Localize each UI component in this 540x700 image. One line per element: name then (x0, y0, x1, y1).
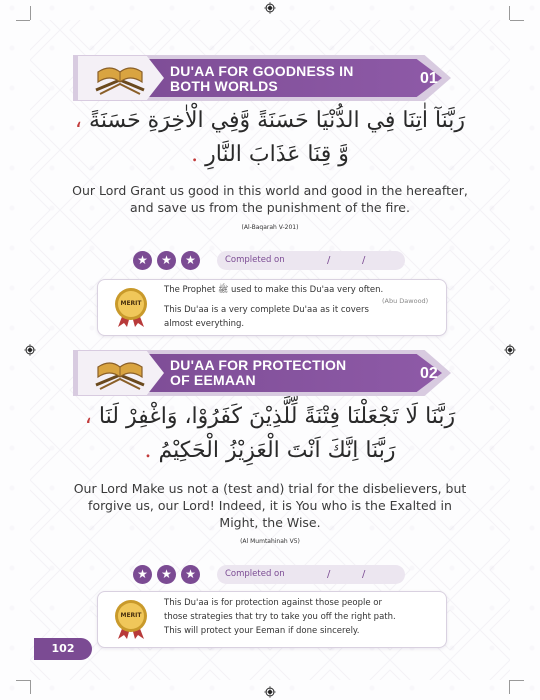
verse-reference: (Al-Baqarah V-201) (241, 224, 299, 231)
rating-stars[interactable] (133, 251, 200, 270)
date-separator: / (327, 255, 331, 266)
merit-label: MERIT (120, 300, 142, 307)
verse-reference: (Al Mumtahinah V5) (240, 538, 300, 545)
registration-mark-icon (504, 344, 516, 356)
merit-line1: This Du'aa is for protection against those people or (164, 598, 382, 608)
section-title-line1: DU'AA FOR PROTECTION (170, 357, 347, 373)
translation-text: Our Lord Make us not a (test and) trial for the disbelievers, but forgive us, our Lord! Indeed, it is You who is the Exalted in Might, the Wise. (73, 481, 467, 530)
section-title-line2: BOTH WORLDS (170, 78, 278, 94)
section-title (170, 358, 400, 388)
merit-medal-icon (110, 598, 152, 640)
star-icon[interactable]: ★ (157, 565, 176, 584)
merit-medal-icon (110, 286, 152, 328)
merit-line3: This will protect your Eeman if done sincerely. (164, 626, 360, 636)
star-icon[interactable]: ★ (157, 251, 176, 270)
completed-label: Completed on (225, 255, 285, 265)
merit-line1: The Prophet ﷺ used to make this Du'aa very often. (164, 285, 384, 295)
section-title-line2: OF EEMAAN (170, 372, 256, 388)
crop-mark (510, 20, 524, 21)
section-title (170, 64, 400, 94)
arabic-line1: رَبَّنَآ اٰتِنَا فِي الدُّنْيَا حَسَنَةً وَّفِي الْاٰخِرَةِ حَسَنَةً (89, 108, 466, 133)
translation-text: Our Lord Grant us good in this world and good in the hereafter, and save us from the punishment of the fire. (72, 183, 468, 215)
crop-mark (30, 680, 31, 694)
crop-mark (509, 680, 510, 694)
merit-line2: This Du'aa is a very complete Du'aa as it covers (164, 305, 369, 315)
quran-stand-icon (90, 60, 150, 96)
merit-line3: almost everything. (164, 319, 245, 329)
registration-mark-icon (24, 344, 36, 356)
section-number: 01 (420, 70, 438, 87)
star-icon[interactable]: ★ (133, 565, 152, 584)
completed-on-field[interactable] (217, 565, 405, 584)
arabic-line2: رَبَّنَا اِنَّكَ اَنْتَ الْعَزِيْزُ الْحَكِيْمُ (158, 438, 396, 463)
quran-stand-icon (90, 355, 150, 391)
section-title-line1: DU'AA FOR GOODNESS IN (170, 63, 354, 79)
arabic-text: رَبَّنَآ اٰتِنَا فِي الدُّنْيَا حَسَنَةً وَّفِي الْاٰخِرَةِ حَسَنَةً ، وَّ قِنَا عَذَابَ النَّارِ . (74, 108, 466, 167)
rating-stars[interactable] (133, 565, 200, 584)
date-separator: / (362, 569, 366, 580)
merit-card (97, 279, 447, 336)
registration-mark-icon (264, 2, 276, 14)
crop-mark (30, 6, 31, 20)
crop-mark (16, 20, 30, 21)
date-separator: / (327, 569, 331, 580)
merit-source: (Abu Dawood) (382, 297, 429, 305)
star-icon[interactable]: ★ (181, 565, 200, 584)
crop-mark (510, 680, 524, 681)
section-number: 02 (420, 365, 438, 382)
merit-line2: those strategies that try to take you off the right path. (164, 612, 396, 622)
date-separator: / (362, 255, 366, 266)
page-number: 102 (34, 638, 92, 660)
arabic-text: رَبَّنَا لَا تَجْعَلْنَا فِتْنَةً لِّلَّذِيْنَ كَفَرُوْا، وَاغْفِرْ لَنَا ، رَبَّنَا اِنَّكَ اَنْتَ الْعَزِيْزُ الْحَكِيْمُ . (84, 404, 456, 463)
arabic-line1: رَبَّنَا لَا تَجْعَلْنَا فِتْنَةً لِّلَّذِيْنَ كَفَرُوْا، وَاغْفِرْ لَنَا (98, 404, 456, 429)
completed-label: Completed on (225, 569, 285, 579)
crop-mark (509, 6, 510, 20)
star-icon[interactable]: ★ (181, 251, 200, 270)
crop-mark (16, 680, 30, 681)
merit-card (97, 591, 447, 648)
star-icon[interactable]: ★ (133, 251, 152, 270)
completed-on-field[interactable] (217, 251, 405, 270)
merit-label: MERIT (120, 612, 142, 619)
registration-mark-icon (264, 686, 276, 698)
arabic-line2: وَّ قِنَا عَذَابَ النَّارِ (205, 142, 349, 167)
